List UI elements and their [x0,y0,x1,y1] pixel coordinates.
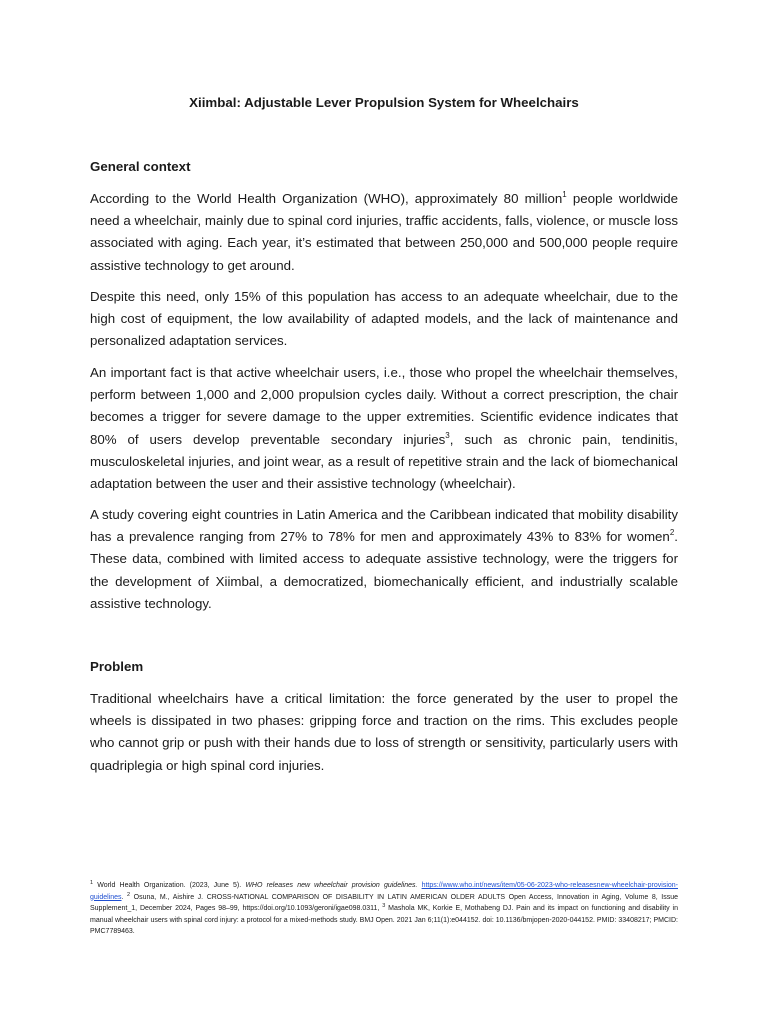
footnote-marker-1: 1 [90,880,94,886]
footnote-ref-3: 3 [445,430,450,440]
footnote-marker-2: 2 [127,891,131,898]
footnote-text: Mashola MK, Korkie E, Mothabeng DJ. Pain and its impact on functioning and disability in manual wheelchair users with spinal cord injury: a protocol for a mixed-methods study. BMJ Open. 2021 Jan 6;11(1):e044152. doi: 10.1136/bmjopen-2020-044152. PMID: 33408217; PMCID: PMC7789463. [90,905,678,935]
footnote-marker-3: 3 [382,903,386,909]
footnotes [90,880,678,938]
paragraph-latin-america-study [90,504,678,615]
document-title: Xiimbal: Adjustable Lever Propulsion System for Wheelchairs [189,95,579,110]
section-heading-problem: Problem [90,659,144,674]
text-span: A study covering eight countries in Latin America and the Caribbean indicated that mobility disability has a prevalence ranging from 27% to 78% for men and approximately 43% to 83% for women [90,507,678,545]
text-span: An important fact is that active wheelchair users, i.e., those who propel the wheelchair themselves, perform between 1,000 and 2,000 propulsion cycles daily. Without a correct prescription, the chair becomes a trigger for severe damage to the upper extremities. Scientific evidence indicates that 80% of users develop preventable secondary injuries [90,365,678,447]
footnote-link-who[interactable]: https://www.who.int/news/item/05-06-2023-who-releasesnew-wheelchair-provision-guidelines [90,882,678,901]
footnote-ref-2: 2 [669,528,675,538]
footnote-text: World Health Organization. (2023, June 5). [93,882,246,889]
paragraph-access-statistics: Despite this need, only 15% of this population has access to an adequate wheelchair, due to the high cost of equipment, the low availability of adapted models, and the lack of maintenance and personalized adaptation services. [90,289,678,349]
paragraph-who-statistics [90,188,678,277]
section-heading-general-context: General context [90,159,191,174]
text-span: . These data, combined with limited access to adequate assistive technology, were the triggers for the development of Xiimbal, a democratized, biomechanically efficient, and industrially scalable assistive technology. [90,529,678,611]
paragraph-problem: Traditional wheelchairs have a critical limitation: the force generated by the user to propel the wheels is dissipated in two phases: gripping force and traction on the rims. This excludes people who cannot grip or push with their hands due to loss of strength or sensitivity, particularly users with quadriplegia or high spinal cord injuries. [90,691,678,773]
paragraph-active-users [90,362,678,495]
footnote-text: Osuna, M., Aishire J. CROSS-NATIONAL COMPARISON OF DISABILITY IN LATIN AMERICAN OLDER ADULTS Open Access, Innovation in Aging, Volume 8, Issue Supplement_1, December 2024, Pages 98–99, https://doi.org/10.1093/geroni/igae098.0311, [90,893,678,912]
footnote-ref-1: 1 [562,190,567,199]
footnote-italic-title: WHO releases new wheelchair provision guidelines. [245,882,418,889]
text-span: According to the World Health Organization (WHO), approximately 80 million [90,191,563,206]
text-span: people worldwide need a wheelchair, mainly due to spinal cord injuries, traffic accidents, falls, violence, or muscle loss associated with aging. Each year, it’s estimated that between 250,000 and 500,000 people require assistive technology to get around. [90,191,678,273]
text-span: , such as chronic pain, tendinitis, musculoskeletal injuries, and joint wear, as a result of repetitive strain and the lack of biomechanical adaptation between the user and their assistive technology (wheelchair). [90,431,678,492]
footnote-text: . [121,893,128,901]
